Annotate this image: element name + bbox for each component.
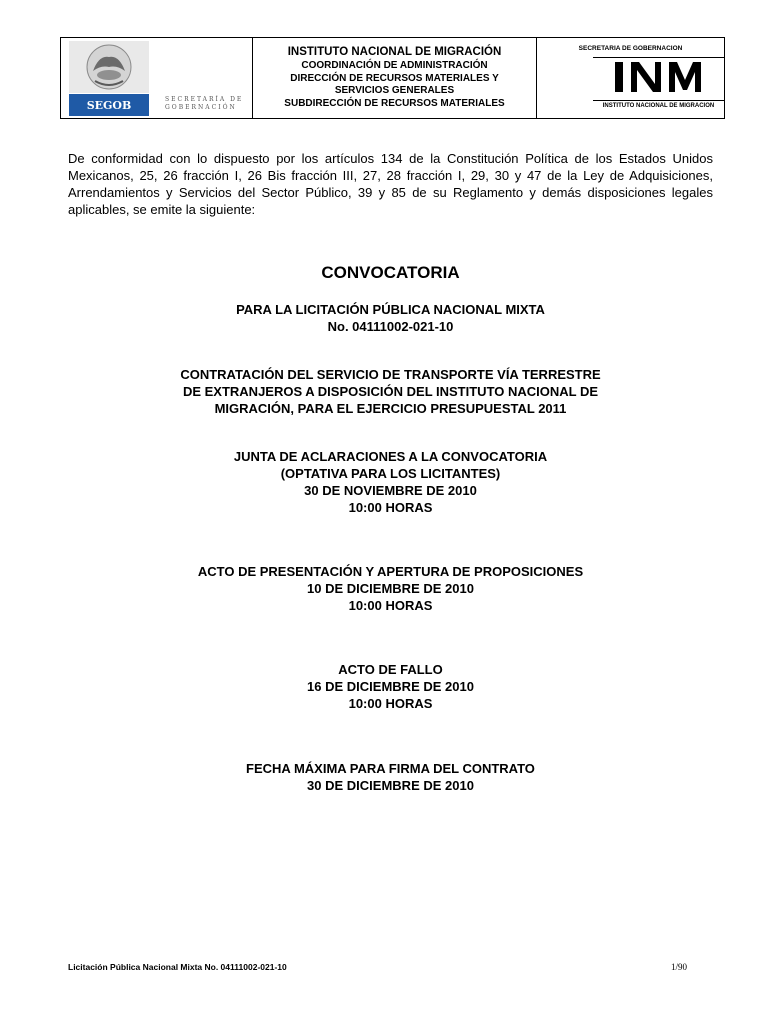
- contratacion-line-3: MIGRACIÓN, PARA EL EJERCICIO PRESUPUESTAL 2011: [214, 401, 567, 416]
- presentacion-date: 10 DE DICIEMBRE DE 2010: [307, 581, 474, 596]
- fallo-line-1: ACTO DE FALLO: [338, 662, 443, 677]
- convocatoria-title-block: [68, 264, 713, 281]
- inm-logo-icon: [609, 58, 715, 96]
- institute-name: INSTITUTO NACIONAL DE MIGRACIÓN: [287, 46, 502, 58]
- fallo-date: 16 DE DICIEMBRE DE 2010: [307, 679, 474, 694]
- direction-line-1: DIRECCIÓN DE RECURSOS MATERIALES Y: [290, 72, 499, 84]
- firma-line-1: FECHA MÁXIMA PARA FIRMA DEL CONTRATO: [246, 761, 535, 776]
- secretaria-gobernacion-label: SECRETARIA DE GOBERNACION: [578, 45, 683, 52]
- licitacion-number: No. 04111002-021-10: [327, 319, 454, 334]
- firma-block: [68, 760, 713, 794]
- contratacion-block: [68, 366, 713, 417]
- inm-bottom-label: INSTITUTO NACIONAL DE MIGRACION: [593, 100, 724, 109]
- secretaria-text: SECRETARÍA DE GOBERNACIÓN: [165, 96, 244, 111]
- footer-reference: Licitación Pública Nacional Mixta No. 04111002-021-10: [68, 962, 287, 972]
- page-number: 1/90: [671, 962, 688, 972]
- inm-logo-cell: [537, 38, 724, 118]
- fallo-time: 10:00 HORAS: [348, 696, 433, 711]
- segob-label: SEGOB: [69, 94, 149, 116]
- mexican-seal-icon: [69, 41, 149, 93]
- contratacion-line-2: DE EXTRANJEROS A DISPOSICIÓN DEL INSTITUTO NACIONAL DE: [182, 384, 599, 399]
- junta-line-2: (OPTATIVA PARA LOS LICITANTES): [280, 466, 501, 481]
- segob-logo-cell: [61, 38, 253, 118]
- inm-logo-text: INM: [662, 95, 664, 96]
- subdirection-name: SUBDIRECCIÓN DE RECURSOS MATERIALES: [284, 97, 505, 109]
- junta-time: 10:00 HORAS: [348, 500, 433, 515]
- coordination-name: COORDINACIÓN DE ADMINISTRACIÓN: [301, 60, 488, 71]
- presentacion-block: [68, 563, 713, 614]
- header-title-cell: [253, 38, 537, 118]
- presentacion-time: 10:00 HORAS: [348, 598, 433, 613]
- licitacion-block: [68, 301, 713, 335]
- direction-line-2: SERVICIOS GENERALES: [334, 85, 455, 96]
- junta-date: 30 DE NOVIEMBRE DE 2010: [304, 483, 477, 498]
- licitacion-line-1: PARA LA LICITACIÓN PÚBLICA NACIONAL MIXTA: [236, 302, 545, 317]
- intro-paragraph: De conformidad con lo dispuesto por los artículos 134 de la Constitución Política de los Estados Unidos Mexicanos, 25, 26 fracción I, 26 Bis fracción III, 27, 28 fracción I, 29, 30 y 47 de la Ley de Adquisiciones, Arrendamientos y Servicios del Sector Público, 39 y 85 de su Reglamento y demás disposiciones legales aplicables, se emite la siguiente:: [68, 151, 713, 217]
- junta-block: [68, 448, 713, 516]
- junta-line-1: JUNTA DE ACLARACIONES A LA CONVOCATORIA: [233, 449, 548, 464]
- contratacion-line-1: CONTRATACIÓN DEL SERVICIO DE TRANSPORTE VÍA TERRESTRE: [180, 367, 601, 382]
- fallo-block: [68, 661, 713, 712]
- document-header: [60, 37, 725, 119]
- presentacion-line-1: ACTO DE PRESENTACIÓN Y APERTURA DE PROPOSICIONES: [197, 564, 584, 579]
- secretaria-label: [165, 96, 255, 112]
- page-title: CONVOCATORIA: [321, 263, 460, 282]
- firma-date: 30 DE DICIEMBRE DE 2010: [307, 778, 474, 793]
